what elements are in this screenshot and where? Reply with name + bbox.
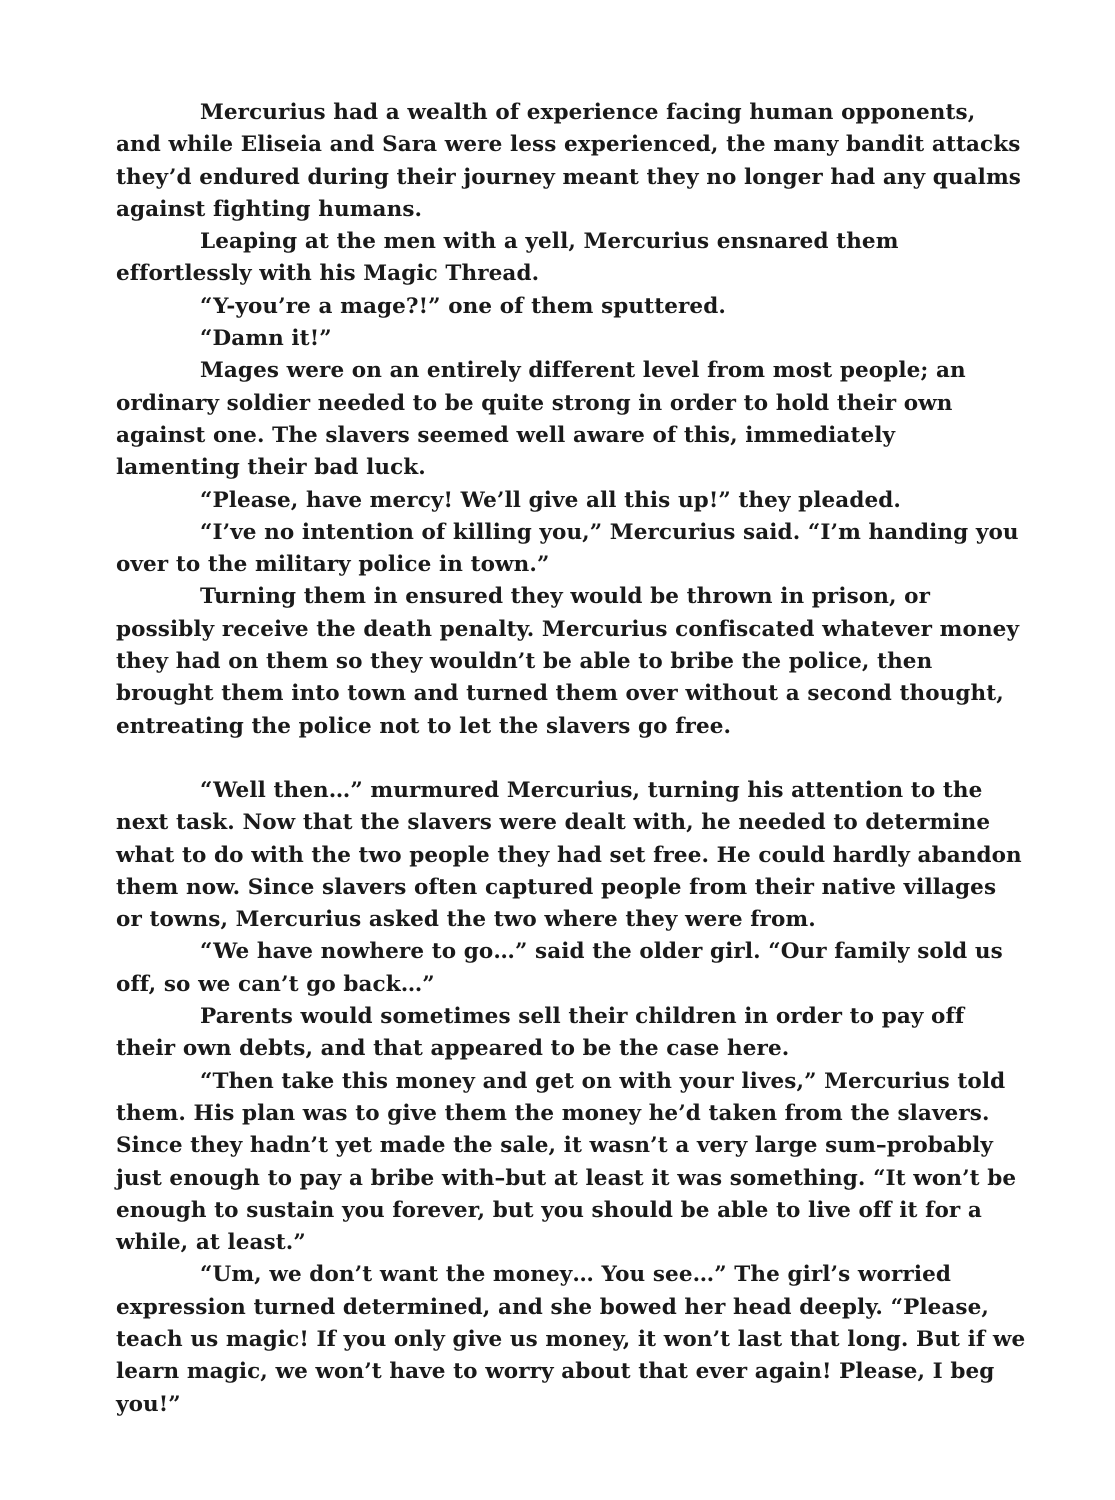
page-body (116, 97, 1026, 1421)
paragraph: “Damn it!” (200, 326, 332, 352)
paragraph: “Then take this money and get on with your lives,” Mercurius told them. His plan was to give them the money he’d taken from the slavers. Since they hadn’t yet made the sale, it wasn’t a very large sum–probably just enough to pay a bribe with–but at least it was something. “It won’t be enough to sustain you forever, but you should be able to live off it for a while, at least.” (116, 1068, 1017, 1256)
paragraph: “Y-you’re a mage?!” one of them sputtered. (200, 293, 726, 319)
paragraph: Mercurius had a wealth of experience facing human opponents, and while Eliseia and Sara were less experienced, the many bandit attacks they’d endured during their journey meant they no longer had any qualms against fighting humans. (116, 100, 1022, 222)
paragraph: “I’ve no intention of killing you,” Mercurius said. “I’m handing you over to the military police in town.” (116, 519, 1019, 578)
paragraph: “We have nowhere to go…” said the older girl. “Our family sold us off, so we can’t go back…” (116, 939, 1003, 997)
paragraph: “Well then…” murmured Mercurius, turning his attention to the next task. Now that the slavers were dealt with, he needed to determine what to do with the two people they had set free. He could hardly abandon them now. Since slavers often captured people from their native villages or towns, Mercurius asked the two where they were from. (116, 777, 1022, 933)
paragraph: Parents would sometimes sell their children in order to pay off their own debts, and that appeared to be the case here. (116, 1004, 965, 1062)
paragraph: Leaping at the men with a yell, Mercurius ensnared them effortlessly with his Magic Thread. (116, 229, 899, 287)
paragraph: Turning them in ensured they would be thrown in prison, or possibly receive the death penalty. Mercurius confiscated whatever money they had on them so they wouldn’t be able to bribe the police, then brought them into town and turned them over without a second thought, entreating the police not to let the slavers go free. (116, 584, 1020, 739)
scene-break (116, 743, 1026, 775)
paragraph: “Um, we don’t want the money… You see…” The girl’s worried expression turned determined, and she bowed her head deeply. “Please, teach us magic! If you only give us money, it won’t last that long. But if we learn magic, we won’t have to worry about that ever again! Please, I beg you!” (116, 1262, 1026, 1417)
paragraph: “Please, have mercy! We’ll give all this up!” they pleaded. (200, 487, 901, 513)
paragraph: Mages were on an entirely different level from most people; an ordinary soldier needed to be quite strong in order to hold their own against one. The slavers seemed well aware of this, immediately lamenting their bad luck. (116, 358, 966, 481)
